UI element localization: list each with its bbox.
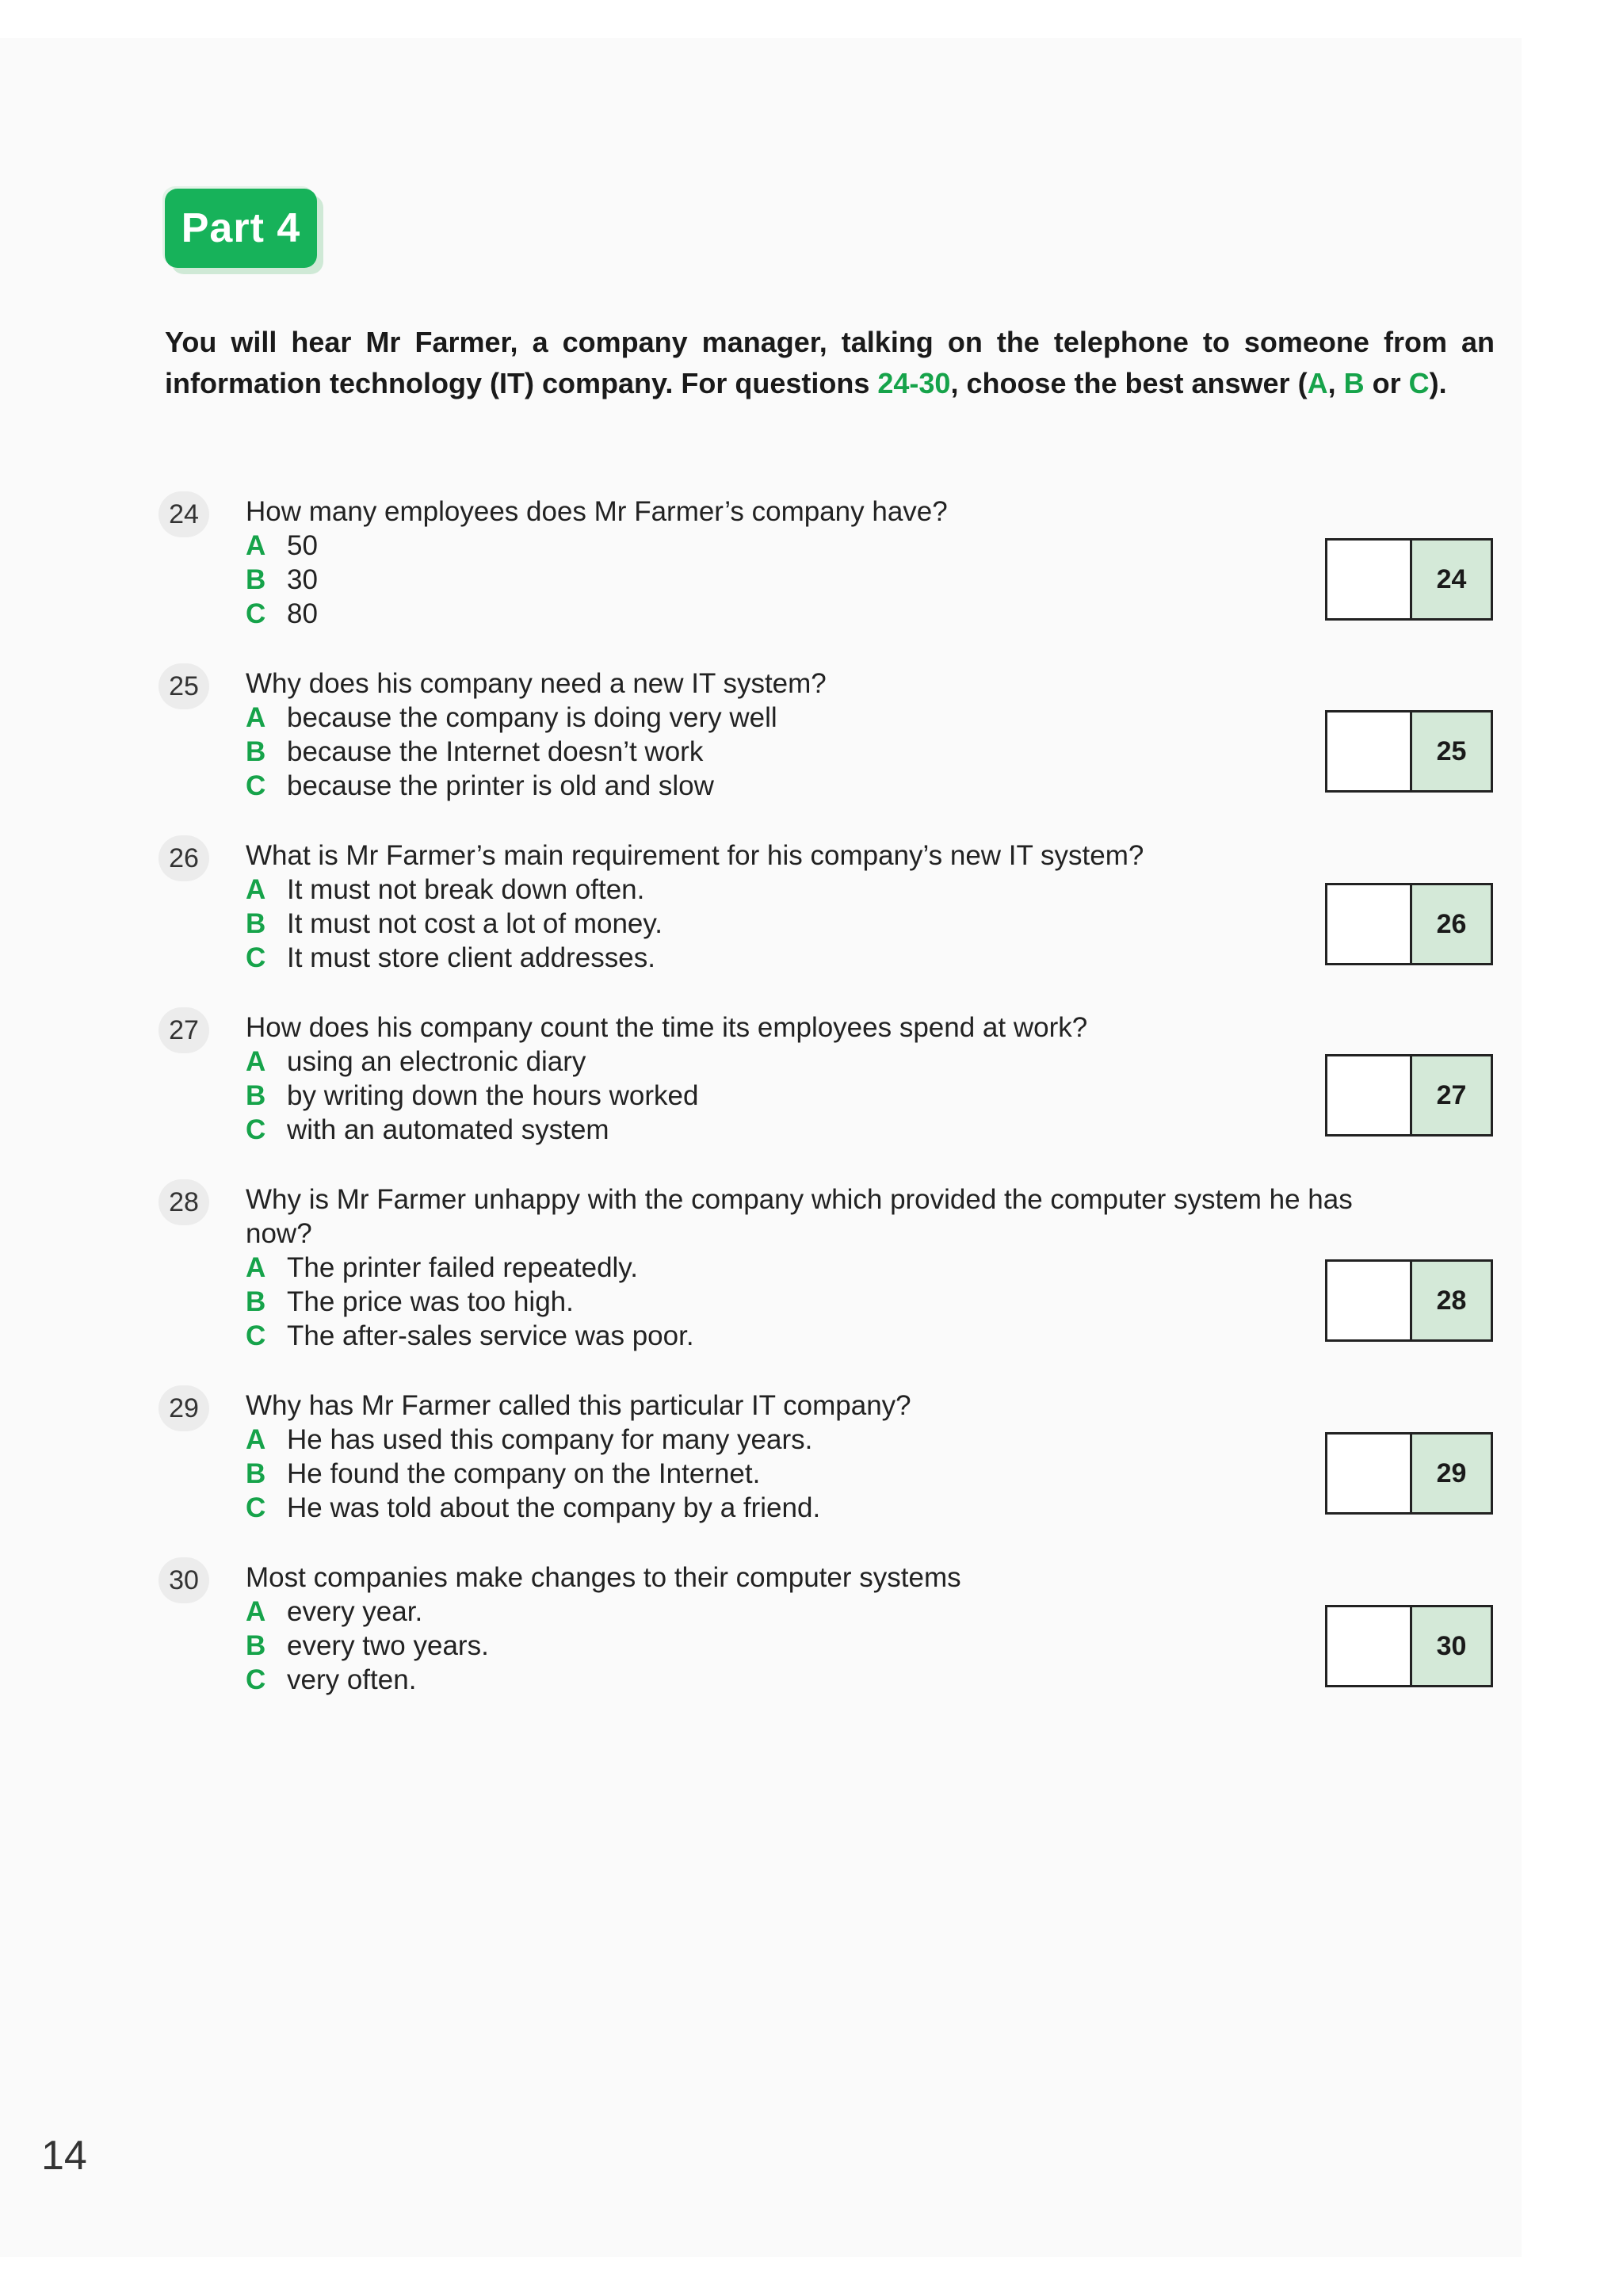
option-c [246,1491,1395,1525]
option-text: because the Internet doesn’t work [287,736,704,767]
option-letter: B [246,564,266,595]
option-b [246,1285,1395,1319]
option-text: because the company is doing very well [287,702,777,733]
option-text: He was told about the company by a friend. [287,1492,821,1523]
answer-box-number: 27 [1412,1056,1491,1134]
answer-box-number: 29 [1412,1435,1491,1512]
option-b [246,1079,1395,1113]
option-letter: A [246,1424,266,1455]
option-c [246,597,1395,631]
option-text: He has used this company for many years. [287,1424,813,1455]
option-text: using an electronic diary [287,1046,586,1077]
option-c [246,1113,1395,1147]
option-c [246,941,1395,975]
question-number: 27 [158,1007,209,1053]
answer-input-cell[interactable] [1327,885,1412,963]
option-text: every two years. [287,1630,489,1661]
question-content [246,1010,1395,1147]
option-letter: C [246,942,266,973]
option-text: by writing down the hours worked [287,1080,699,1111]
page-number: 14 [41,2133,87,2179]
answer-box-29[interactable] [1325,1432,1493,1515]
option-a [246,1045,1395,1079]
option-text: 80 [287,598,318,629]
option-c [246,1319,1395,1353]
option-letter: A [246,530,266,561]
answer-box-number: 25 [1412,712,1491,790]
instructions-text-2: , choose the best answer ( [950,367,1308,399]
option-letter: A [246,1596,266,1627]
option-text: because the printer is old and slow [287,770,714,801]
option-letter: C [246,1320,266,1351]
option-c [246,769,1395,803]
answer-input-cell[interactable] [1327,1262,1412,1339]
option-letter: B [246,908,266,939]
question-number: 28 [158,1179,209,1225]
option-text: The after-sales service was poor. [287,1320,694,1351]
option-text: every year. [287,1596,423,1627]
answer-box-number: 26 [1412,885,1491,963]
option-letter: B [246,1458,266,1489]
option-text: 50 [287,530,318,561]
option-letter: B [246,736,266,767]
question-content [246,495,1395,631]
question-number: 30 [158,1557,209,1603]
option-b [246,1457,1395,1491]
instructions-sep-2: or [1364,367,1409,399]
question-number: 24 [158,491,209,537]
option-a [246,701,1395,735]
answer-input-cell[interactable] [1327,1607,1412,1685]
answer-input-cell[interactable] [1327,1056,1412,1134]
option-letter: B [246,1630,266,1661]
question-content [246,1182,1395,1353]
answer-input-cell[interactable] [1327,541,1412,618]
option-c-label: C [1408,367,1430,399]
option-text: It must store client addresses. [287,942,655,973]
answer-box-number: 24 [1412,541,1491,618]
option-c [246,1663,1395,1697]
option-a [246,1423,1395,1457]
option-text: The printer failed repeatedly. [287,1252,638,1283]
option-letter: C [246,1492,266,1523]
instructions-sep-1: , [1327,367,1344,399]
question-stem: How does his company count the time its employees spend at work? [246,1012,1088,1043]
answer-box-28[interactable] [1325,1259,1493,1342]
option-letter: B [246,1286,266,1317]
option-text: very often. [287,1664,417,1695]
answer-box-30[interactable] [1325,1605,1493,1687]
option-a-label: A [1307,367,1328,399]
answer-box-number: 30 [1412,1607,1491,1685]
question-number: 25 [158,663,209,709]
question-content [246,1561,1395,1697]
option-letter: C [246,598,266,629]
option-a [246,1595,1395,1629]
option-a [246,1251,1395,1285]
option-b-label: B [1343,367,1365,399]
question-stem: Why does his company need a new IT system? [246,668,827,699]
answer-box-27[interactable] [1325,1054,1493,1137]
option-b [246,1629,1395,1663]
option-letter: C [246,1114,266,1145]
answer-input-cell[interactable] [1327,712,1412,790]
option-b [246,907,1395,941]
option-b [246,735,1395,769]
question-stem: Why is Mr Farmer unhappy with the company which provided the computer system he has now? [246,1184,1353,1249]
option-a [246,873,1395,907]
question-stem: Most companies make changes to their computer systems [246,1562,961,1593]
instructions [165,322,1495,404]
option-text: He found the company on the Internet. [287,1458,761,1489]
question-number: 29 [158,1385,209,1431]
question-content [246,839,1395,975]
answer-box-number: 28 [1412,1262,1491,1339]
question-content [246,667,1395,803]
option-text: with an automated system [287,1114,609,1145]
option-text: 30 [287,564,318,595]
question-stem: How many employees does Mr Farmer’s company have? [246,496,948,527]
option-letter: C [246,770,266,801]
option-letter: A [246,702,266,733]
option-letter: A [246,874,266,905]
option-text: It must not break down often. [287,874,645,905]
question-stem: Why has Mr Farmer called this particular IT company? [246,1390,911,1421]
option-letter: A [246,1046,266,1077]
option-letter: C [246,1664,266,1695]
option-text: The price was too high. [287,1286,574,1317]
answer-input-cell[interactable] [1327,1435,1412,1512]
option-letter: B [246,1080,266,1111]
instructions-text-1: You will hear Mr Farmer, a company manager, talking on the telephone to someone from an information technology (IT) company. For questions [165,326,1495,399]
option-letter: A [246,1252,266,1283]
question-stem: What is Mr Farmer’s main requirement for his company’s new IT system? [246,840,1144,871]
option-text: It must not cost a lot of money. [287,908,663,939]
question-content [246,1389,1395,1525]
option-a [246,529,1395,563]
instructions-text-3: ). [1429,367,1447,399]
answer-box-26[interactable] [1325,883,1493,965]
answer-box-24[interactable] [1325,538,1493,621]
answer-box-25[interactable] [1325,710,1493,793]
question-range: 24-30 [877,367,951,399]
option-b [246,563,1395,597]
part-badge: Part 4 [165,189,317,268]
question-number: 26 [158,835,209,881]
